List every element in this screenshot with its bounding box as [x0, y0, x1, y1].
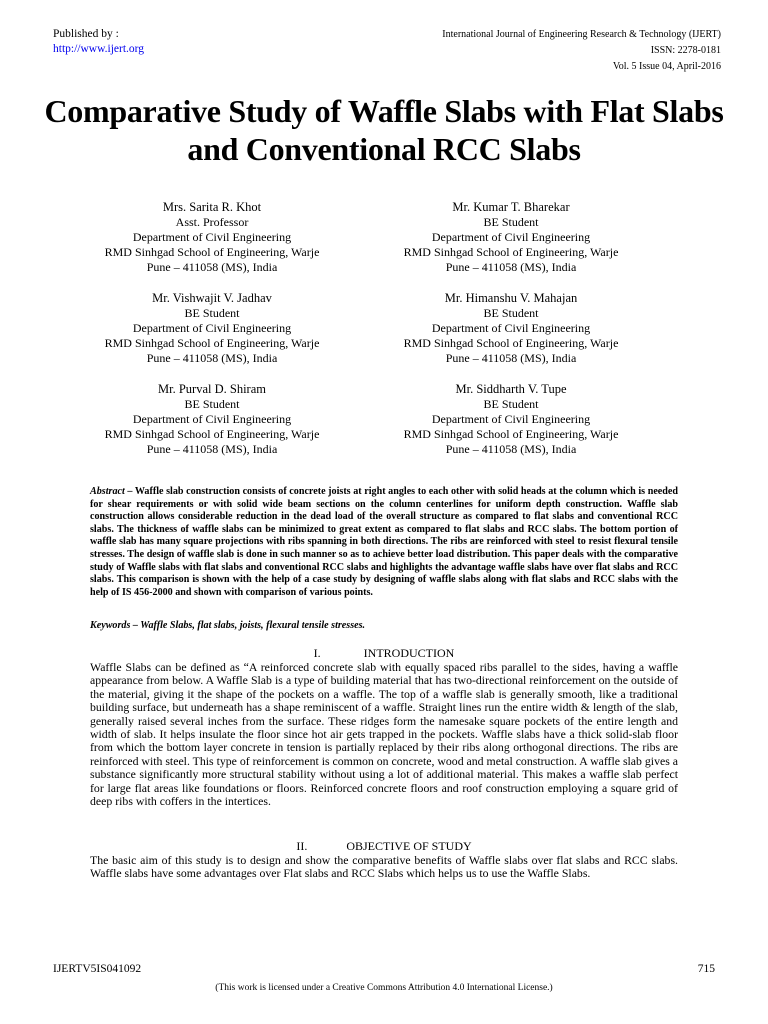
section-heading [0, 839, 768, 853]
author-dept: Department of Civil Engineering [132, 412, 292, 426]
author-location: Pune – 411058 (MS), India [445, 351, 577, 365]
paper-title: Comparative Study of Waffle Slabs with Flat Slabs and Conventional RCC Slabs [44, 93, 724, 167]
author-block [346, 200, 676, 275]
author-inst: RMD Sinhgad School of Engineering, Warje [403, 336, 619, 350]
header-journal-info [321, 27, 721, 75]
volume-issue: Vol. 5 Issue 04, April-2016 [612, 61, 721, 72]
section-body: The basic aim of this study is to design and show the comparative benefits of Waffle slabs over flat slabs and RCC slabs. Waffle slabs have some advantages over Flat slabs and RCC Slabs which helps us to use the Waffle Slabs. [90, 853, 678, 881]
author-name: Mr. Vishwajit V. Jadhav [152, 291, 272, 305]
author-block [47, 200, 377, 275]
author-role: BE Student [483, 215, 539, 229]
published-by-label: Published by : [53, 28, 119, 40]
section-title: INTRODUCTION [363, 646, 455, 660]
section-number: II. [296, 839, 308, 853]
author-name: Mrs. Sarita R. Khot [162, 200, 262, 214]
author-location: Pune – 411058 (MS), India [445, 442, 577, 456]
author-inst: RMD Sinhgad School of Engineering, Warje [403, 245, 619, 259]
author-location: Pune – 411058 (MS), India [146, 351, 278, 365]
author-role: BE Student [483, 306, 539, 320]
author-name: Mr. Siddharth V. Tupe [455, 382, 567, 396]
author-location: Pune – 411058 (MS), India [146, 260, 278, 274]
author-name: Mr. Himanshu V. Mahajan [444, 291, 578, 305]
keywords: Keywords – Waffle Slabs, flat slabs, joists, flexural tensile stresses. [90, 620, 366, 631]
author-block [47, 382, 377, 457]
section-heading [0, 646, 768, 660]
author-role: Asst. Professor [175, 215, 249, 229]
author-role: BE Student [184, 306, 240, 320]
author-name: Mr. Kumar T. Bharekar [452, 200, 570, 214]
author-dept: Department of Civil Engineering [431, 230, 591, 244]
paper-id: IJERTV5IS041092 [53, 963, 142, 975]
section-body: Waffle Slabs can be defined as “A reinforced concrete slab with equally spaced ribs parallel to the sides, having a waffle appearance from below. A Waffle Slab is a type of building material that has two-directional reinforcement on the outside of the material, giving it the shape of the pockets on a waffle. The top of a waffle slab is generally smooth, like a traditional building surface, but underneath has a shape reminiscent of a waffle. Straight lines run the entire width & length of the slab, generally raised several inches from the surface. These ridges form the namesake square pockets of the entire length and width of slab. It helps insulate the floor since hot air gets trapped in the pockets. Waffle slabs have a thick solid-slab floor from which the bottom layer concrete in tension is partially replaced by their ribs along orthogonal directions. The ribs are reinforced with steel. This type of reinforcement is common on concrete, wood and metal construction. A waffle slab gives a substance significantly more structural stability without using a lot of additional material. This makes a waffle slab perfect for large flat areas like foundations or floors. Reinforced concrete floors and roof construction employing a square grid of deep ribs with coffers in the intertices. [90, 660, 678, 809]
author-location: Pune – 411058 (MS), India [146, 442, 278, 456]
author-block [346, 382, 676, 457]
journal-name: International Journal of Engineering Research & Technology (IJERT) [442, 29, 721, 40]
author-block [346, 291, 676, 366]
author-inst: RMD Sinhgad School of Engineering, Warje [104, 245, 320, 259]
page-number: 715 [697, 963, 715, 975]
abstract-text: – Waffle slab construction consists of concrete joists at right angles to each other with solid heads at the column which is needed for shear requirements or with solid wide beam sections on the column centerlines for uniform depth construction. Waffle slab construction allows considerable reduction in the dead load of the overall structure as compared to flat slabs and conventional RCC slabs. The thickness of waffle slabs can be minimized to great extent as compared to flat slabs and RCC slabs. The bottom portion of waffle slab has many square projections with ribs spanning in both directions. The ribs are reinforced with steel to resist flexural tensile stresses. The design of waffle slab is done in such manner so as to achieve better load distribution. This paper deals with the comparative study of Waffle slabs with flat slabs and conventional RCC slabs and highlights the advantage waffle slabs have over flat slabs and RCC slabs. This comparison is shown with the help of a case study by designing of waffle slabs along with flat slabs and RCC slabs with the help of IS 456-2000 and shown with comparison of various points. [90, 486, 678, 598]
author-role: BE Student [184, 397, 240, 411]
author-role: BE Student [483, 397, 539, 411]
author-dept: Department of Civil Engineering [132, 230, 292, 244]
license-note: (This work is licensed under a Creative Commons Attribution 4.0 International License.) [215, 983, 553, 993]
author-block [47, 291, 377, 366]
section-number: I. [313, 646, 321, 660]
author-inst: RMD Sinhgad School of Engineering, Warje [403, 427, 619, 441]
author-location: Pune – 411058 (MS), India [445, 260, 577, 274]
abstract [90, 486, 678, 599]
author-inst: RMD Sinhgad School of Engineering, Warje [104, 427, 320, 441]
author-inst: RMD Sinhgad School of Engineering, Warje [104, 336, 320, 350]
author-name: Mr. Purval D. Shiram [158, 382, 266, 396]
author-dept: Department of Civil Engineering [132, 321, 292, 335]
author-dept: Department of Civil Engineering [431, 321, 591, 335]
journal-url-link[interactable]: http://www.ijert.org [53, 43, 145, 55]
issn: ISSN: 2278-0181 [650, 45, 721, 56]
header-publisher [53, 27, 144, 57]
abstract-label: Abstract [90, 486, 125, 497]
section-title: OBJECTIVE OF STUDY [346, 839, 472, 853]
author-dept: Department of Civil Engineering [431, 412, 591, 426]
